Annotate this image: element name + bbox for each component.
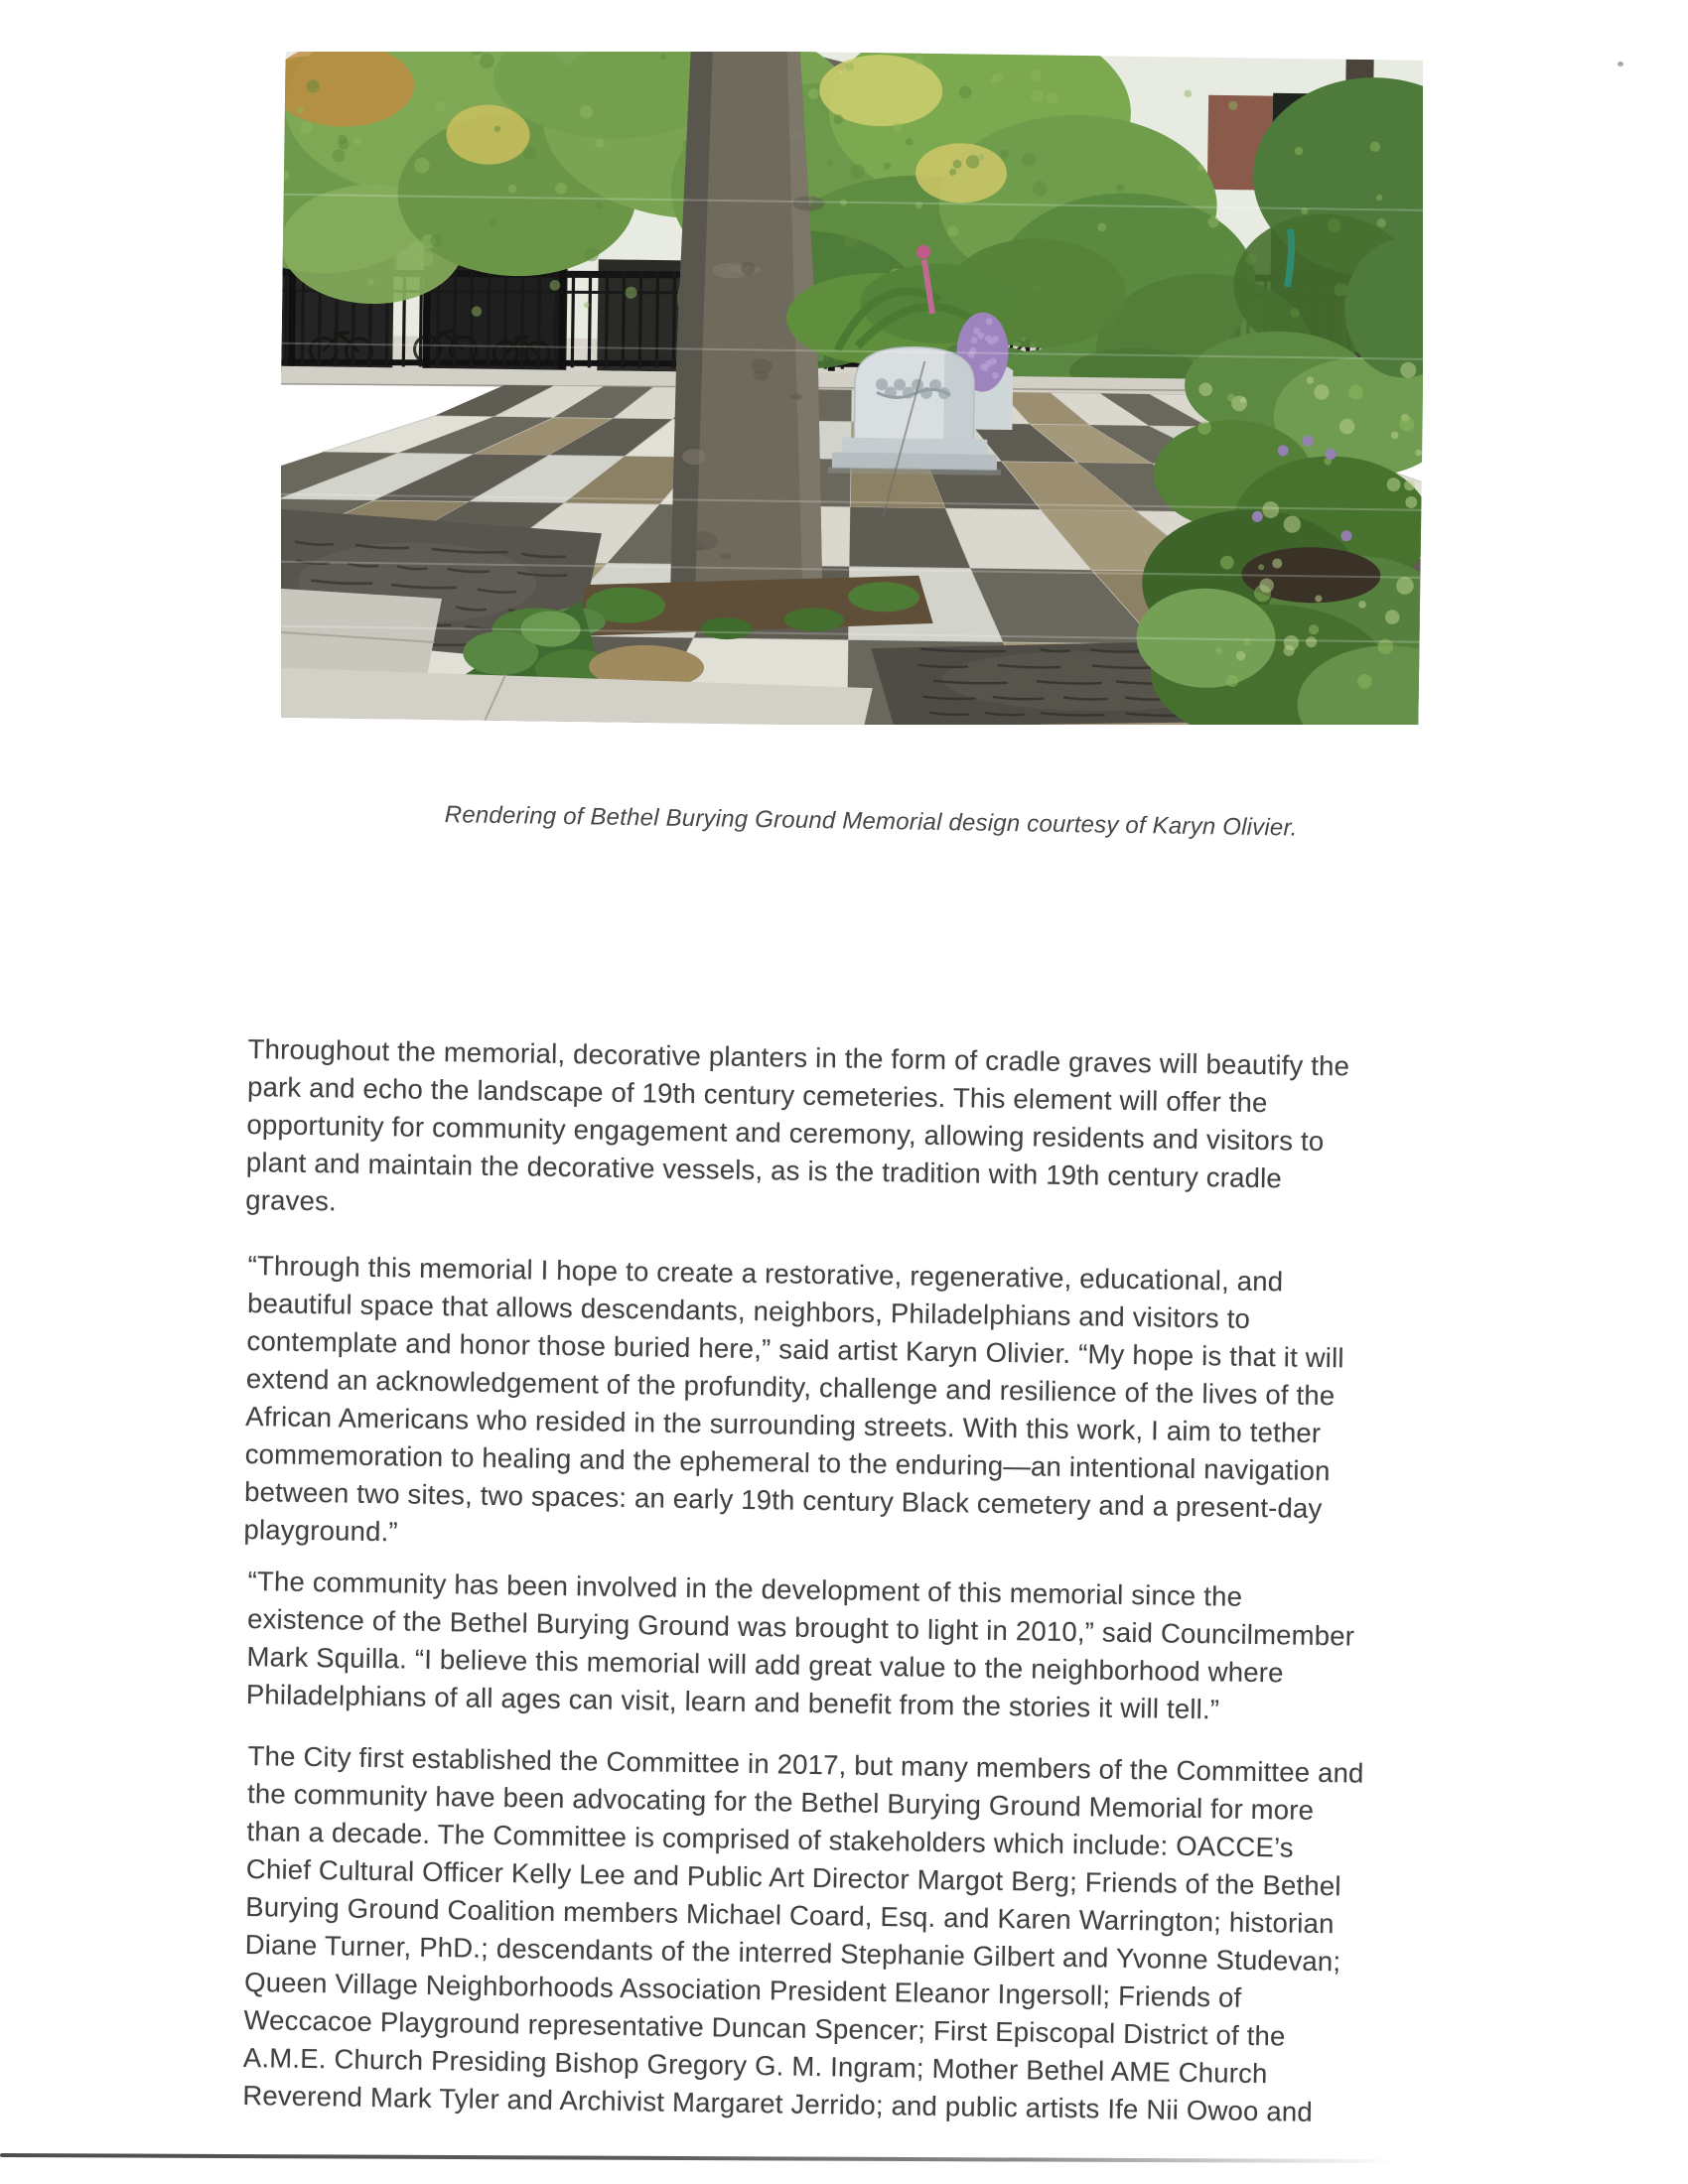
photo-content bbox=[281, 52, 1423, 725]
body-paragraph-2: “Through this memorial I hope to create a restorative, regenerative, educational, and beautiful space that allows descendants, neighbors, Philadelphians and visitors to contemplate and honor those buried here,” said artist Karyn Olivier. “My hope is that it will extend an acknowledgement of the profundity, challenge and resilience of the lives of the African Americans who resided in the surrounding streets. With this work, I aim to tether commemoration to healing and the ephemeral to the enduring—an intentional navigation between two sites, two spaces: an early 19th century Black cemetery and a present-day playground.” bbox=[243, 1249, 1344, 1547]
body-paragraph-3: “The community has been involved in the development of this memorial since the existence of the Bethel Burying Ground was brought to light in 2010,” said Councilmember Mark Squilla. “I believe this memorial will add great value to the neighborhood where Philadelphians of all ages can visit, learn and benefit from the stories it will tell.” bbox=[245, 1565, 1355, 1724]
memorial-park-illustration bbox=[281, 52, 1423, 725]
photo-caption: Rendering of Bethel Burying Ground Memorial design courtesy of Karyn Olivier. bbox=[444, 801, 1298, 842]
body-paragraph-1: Throughout the memorial, decorative planters in the form of cradle graves will beautify the park and echo the landscape of 19th century cemeteries. This element will offer the opportunity for community engagement and ceremony, allowing residents and visitors to plant and maintain the decorative vessels, as is the tradition with 19th century cradle graves. bbox=[245, 1032, 1350, 1216]
scan-edge-artifact bbox=[0, 2153, 1420, 2163]
body-paragraph-4: The City first established the Committee in 2017, but many members of the Committee and the community have been advocating for the Bethel Burying Ground Memorial for more than a decade. The Committee is comprised of stakeholders which include: OACCE’s Chief Cultural Officer Kelly Lee and Public Art Director Margot Berg; Friends of the Bethel Burying Ground Coalition members Michael Coard, Esq. and Karen Warrington; historian Diane Turner, PhD.; descendants of the interred Stephanie Gilbert and Yvonne Studevan; Queen Village Neighborhoods Association President Eleanor Ingersoll; Friends of Weccacoe Playground representative Duncan Spencer; First Episcopal District of the A.M.E. Church Presiding Bishop Gregory G. M. Ingram; Mother Bethel AME Church Reverend Mark Tyler and Archivist Margaret Jerrido; and public artists Ife Nii Owoo and bbox=[242, 1739, 1364, 2127]
memorial-rendering-photo bbox=[281, 52, 1423, 725]
scan-speck-artifact bbox=[1618, 62, 1623, 67]
